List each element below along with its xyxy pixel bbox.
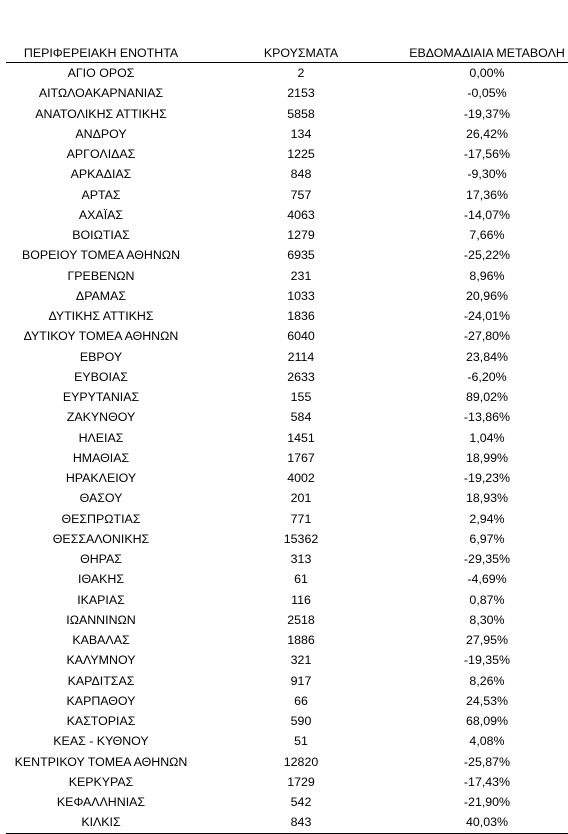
weekly-change-cell: 0,87% — [469, 592, 505, 607]
table-row — [6, 205, 568, 225]
region-cell: ΚΑΒΑΛΑΣ — [72, 633, 130, 648]
region-cell: ΕΒΡΟΥ — [79, 349, 123, 364]
weekly-change-cell: -13,86% — [463, 410, 511, 425]
table-row — [6, 488, 568, 508]
weekly-change-cell: 18,93% — [465, 491, 509, 506]
weekly-change-cell: -14,07% — [463, 207, 511, 222]
cases-cell: 1033 — [287, 288, 315, 303]
region-cell: ΙΘΑΚΗΣ — [78, 572, 124, 587]
region-cell: ΚΕΡΚΥΡΑΣ — [68, 774, 134, 789]
cases-cell: 15362 — [283, 531, 319, 546]
weekly-change-cell: -4,69% — [467, 572, 507, 587]
weekly-change-cell: -17,56% — [463, 147, 511, 162]
table-row — [6, 185, 568, 205]
table-row — [6, 83, 568, 103]
region-cell: ΘΗΡΑΣ — [80, 552, 122, 567]
table-body — [6, 63, 568, 834]
cases-cell: 584 — [290, 410, 312, 425]
table-row — [6, 104, 568, 124]
cases-cell: 231 — [290, 268, 312, 283]
region-cell: ΚΑΡΔΙΤΣΑΣ — [67, 673, 135, 688]
cases-cell: 6040 — [287, 329, 315, 344]
cases-cell: 4063 — [287, 207, 315, 222]
region-cell: ΚΕΑΣ - ΚΥΘΝΟΥ — [53, 734, 149, 749]
cases-cell: 1767 — [287, 450, 315, 465]
weekly-change-cell: -19,23% — [463, 471, 511, 486]
table-row — [6, 144, 568, 164]
cases-cell: 771 — [290, 511, 312, 526]
weekly-change-cell: 24,53% — [465, 693, 509, 708]
region-cell: ΑΝΑΤΟΛΙΚΗΣ ΑΤΤΙΚΗΣ — [35, 106, 167, 121]
weekly-change-cell: -25,22% — [463, 248, 511, 263]
cases-cell: 1451 — [287, 430, 315, 445]
weekly-change-cell: -29,35% — [463, 552, 511, 567]
weekly-change-cell: 68,09% — [465, 714, 509, 729]
cases-cell: 155 — [290, 390, 312, 405]
cases-cell: 757 — [290, 187, 312, 202]
cases-cell: 116 — [291, 592, 311, 607]
table-row — [6, 225, 568, 245]
region-cell: ΑΝΔΡΟΥ — [75, 126, 127, 141]
table-row — [6, 428, 568, 448]
region-cell: ΔΥΤΙΚΟΥ ΤΟΜΕΑ ΑΘΗΝΩΝ — [23, 329, 179, 344]
region-cell: ΑΡΓΟΛΙΔΑΣ — [66, 147, 136, 162]
region-cell: ΙΚΑΡΙΑΣ — [77, 592, 125, 607]
cases-cell: 2 — [297, 66, 305, 81]
cases-cell: 843 — [196, 812, 406, 833]
cases-cell: 1836 — [287, 309, 315, 324]
column-header-weekly-change: ΕΒΔΟΜΑΔΙΑΙΑ ΜΕΤΑΒΟΛΗ — [406, 44, 568, 63]
weekly-change-cell: -24,01% — [463, 309, 511, 324]
table-row — [6, 266, 568, 286]
table-row — [6, 812, 568, 833]
weekly-change-cell: 18,99% — [465, 450, 509, 465]
cases-cell: 12820 — [283, 754, 319, 769]
weekly-change-cell: 7,66% — [469, 228, 505, 243]
weekly-change-cell: 8,96% — [469, 268, 505, 283]
table-row — [6, 752, 568, 772]
region-cell: ΘΕΣΣΑΛΟΝΙΚΗΣ — [52, 531, 150, 546]
table-row — [6, 549, 568, 569]
region-cell: ΓΡΕΒΕΝΩΝ — [67, 268, 135, 283]
region-cell: ΘΕΣΠΡΩΤΙΑΣ — [61, 511, 141, 526]
cases-cell: 201 — [290, 491, 312, 506]
region-cell: ΑΡΤΑΣ — [81, 187, 121, 202]
table-row — [6, 124, 568, 144]
cases-cell: 1729 — [287, 774, 315, 789]
weekly-change-cell: -19,35% — [463, 653, 511, 668]
weekly-change-cell: 26,42% — [465, 126, 509, 141]
cases-cell: 2114 — [287, 349, 315, 364]
region-cell: ΕΥΒΟΙΑΣ — [74, 369, 128, 384]
cases-cell: 1225 — [287, 147, 315, 162]
region-cell: ΒΟΡΕΙΟΥ ΤΟΜΕΑ ΑΘΗΝΩΝ — [21, 248, 181, 263]
cases-cell: 321 — [290, 653, 312, 668]
weekly-change-cell: 89,02% — [465, 390, 509, 405]
weekly-change-cell: -19,37% — [463, 106, 511, 121]
cases-cell: 1279 — [287, 228, 315, 243]
region-cell: ΑΡΚΑΔΙΑΣ — [70, 167, 132, 182]
table-row — [6, 367, 568, 387]
table-row — [6, 286, 568, 306]
table-row — [6, 306, 568, 326]
weekly-change-cell: -9,30% — [467, 167, 507, 182]
table-row — [6, 792, 568, 812]
table-row — [6, 529, 568, 549]
cases-cell: 590 — [290, 714, 312, 729]
table-row — [6, 630, 568, 650]
region-cell: ΗΛΕΙΑΣ — [78, 430, 124, 445]
region-cell: ΚΑΛΥΜΝΟΥ — [66, 653, 136, 668]
weekly-change-cell: 40,03% — [406, 812, 568, 833]
region-cell: ΒΟΙΩΤΙΑΣ — [72, 228, 130, 243]
region-cell: ΚΙΛΚΙΣ — [6, 812, 196, 833]
weekly-change-cell: 6,97% — [469, 531, 505, 546]
table-row — [6, 731, 568, 751]
weekly-change-cell: 8,26% — [469, 673, 505, 688]
cases-cell: 1886 — [287, 633, 315, 648]
cases-cell: 51 — [294, 734, 308, 749]
weekly-change-cell: 27,95% — [465, 633, 509, 648]
region-cell: ΙΩΑΝΝΙΝΩΝ — [66, 612, 136, 627]
region-cell: ΕΥΡΥΤΑΝΙΑΣ — [62, 390, 140, 405]
cases-cell: 134 — [290, 126, 312, 141]
table-row — [6, 509, 568, 529]
cases-cell: 542 — [290, 795, 312, 810]
table-row — [6, 772, 568, 792]
table-row — [6, 569, 568, 589]
table-row — [6, 245, 568, 265]
region-cell: ΗΜΑΘΙΑΣ — [72, 450, 130, 465]
cases-cell: 917 — [290, 673, 312, 688]
cases-cell: 5858 — [287, 106, 315, 121]
cases-cell: 66 — [294, 693, 308, 708]
weekly-change-cell: 8,30% — [469, 612, 505, 627]
table-row — [6, 326, 568, 346]
weekly-change-cell: 17,36% — [465, 187, 509, 202]
column-header-cases: ΚΡΟΥΣΜΑΤΑ — [196, 44, 406, 63]
cases-cell: 313 — [290, 552, 312, 567]
region-cell: ΑΧΑΪΑΣ — [78, 207, 124, 222]
region-cell: ΘΑΣΟΥ — [79, 491, 123, 506]
table-row — [6, 164, 568, 184]
table-row — [6, 610, 568, 630]
table-row — [6, 711, 568, 731]
table-row — [6, 590, 568, 610]
region-cell: ΚΕΝΤΡΙΚΟΥ ΤΟΜΕΑ ΑΘΗΝΩΝ — [14, 754, 188, 769]
table-row — [6, 448, 568, 468]
region-cell: ΔΥΤΙΚΗΣ ΑΤΤΙΚΗΣ — [48, 309, 154, 324]
weekly-change-cell: 4,08% — [469, 734, 505, 749]
table-row — [6, 650, 568, 670]
weekly-change-cell: -0,05% — [467, 86, 507, 101]
table-header — [6, 44, 568, 63]
cases-cell: 2153 — [287, 86, 315, 101]
weekly-change-cell: -17,43% — [463, 774, 511, 789]
weekly-change-cell: 2,94% — [469, 511, 505, 526]
weekly-change-cell: -6,20% — [467, 369, 507, 384]
cases-cell: 2633 — [287, 369, 315, 384]
cases-cell: 4002 — [287, 471, 315, 486]
region-cell: ΑΙΤΩΛΟΑΚΑΡΝΑΝΙΑΣ — [38, 86, 164, 101]
cases-cell: 2518 — [287, 612, 315, 627]
header-row — [6, 44, 568, 63]
table-row — [6, 387, 568, 407]
weekly-change-cell: -25,87% — [463, 754, 511, 769]
weekly-change-cell: 23,84% — [465, 349, 509, 364]
table-row — [6, 468, 568, 488]
column-header-region: ΠΕΡΙΦΕΡΕΙΑΚΗ ΕΝΟΤΗΤΑ — [6, 44, 196, 63]
region-cell: ΖΑΚΥΝΘΟΥ — [66, 410, 136, 425]
weekly-change-cell: -27,80% — [463, 329, 511, 344]
table-row — [6, 671, 568, 691]
weekly-change-cell: 0,00% — [469, 66, 505, 81]
table-row — [6, 347, 568, 367]
region-cell: ΑΓΙΟ ΟΡΟΣ — [67, 66, 135, 81]
region-cell: ΚΑΡΠΑΘΟΥ — [66, 693, 136, 708]
table-row — [6, 691, 568, 711]
weekly-change-cell: -21,90% — [463, 795, 511, 810]
cases-cell: 848 — [290, 167, 312, 182]
table-row — [6, 63, 568, 84]
cases-table — [6, 44, 568, 834]
cases-cell: 6935 — [287, 248, 315, 263]
region-cell: ΔΡΑΜΑΣ — [75, 288, 127, 303]
region-cell: ΚΑΣΤΟΡΙΑΣ — [66, 714, 136, 729]
cases-cell: 61 — [294, 572, 308, 587]
table-row — [6, 407, 568, 427]
region-cell: ΚΕΦΑΛΛΗΝΙΑΣ — [56, 795, 146, 810]
weekly-change-cell: 1,04% — [469, 430, 505, 445]
region-cell: ΗΡΑΚΛΕΙΟΥ — [65, 471, 137, 486]
weekly-change-cell: 20,96% — [465, 288, 509, 303]
